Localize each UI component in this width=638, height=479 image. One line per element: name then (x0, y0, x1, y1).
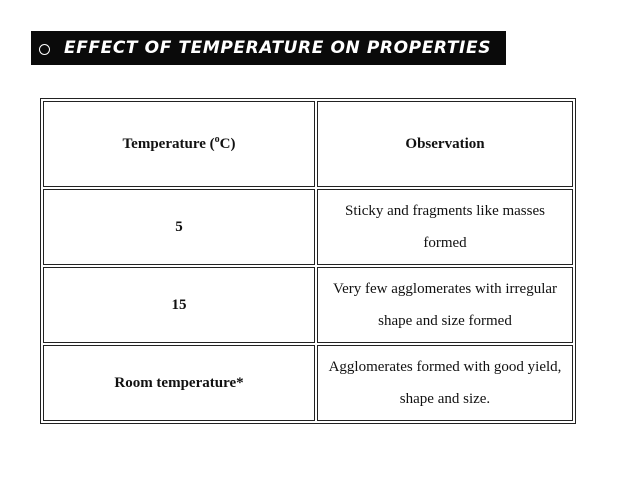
cell-observation: Agglomerates formed with good yield, shape and size. (317, 345, 573, 421)
results-table-container (40, 98, 576, 423)
table-row (43, 189, 573, 265)
cell-temperature: Room temperature* (43, 345, 315, 421)
cell-temperature: 15 (43, 267, 315, 343)
results-table (40, 98, 576, 424)
table-header-row (43, 101, 573, 187)
cell-observation: Very few agglomerates with irregular shape and size formed (317, 267, 573, 343)
table-row (43, 267, 573, 343)
column-header-observation: Observation (317, 101, 573, 187)
column-header-temperature: Temperature ($^o$C) (43, 101, 315, 187)
slide-title-bar (31, 31, 506, 65)
bullet-circle-icon (39, 44, 50, 55)
cell-observation: Sticky and fragments like masses formed (317, 189, 573, 265)
slide-title: EFFECT OF TEMPERATURE ON PROPERTIES (64, 38, 492, 58)
cell-temperature: 5 (43, 189, 315, 265)
table-row (43, 345, 573, 421)
